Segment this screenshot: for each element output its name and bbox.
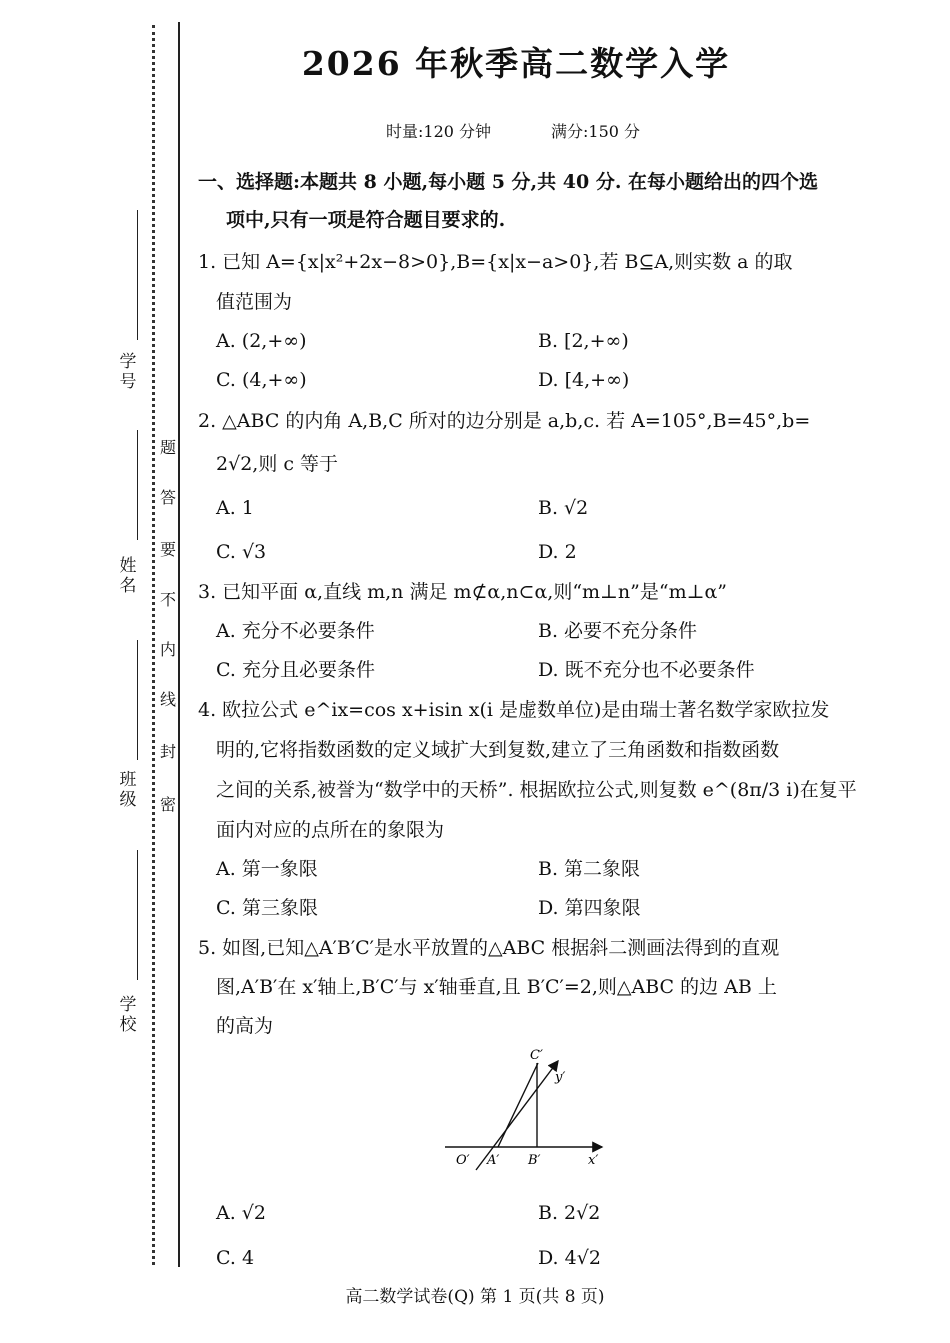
q5-stem-l3: 的高为 — [216, 1015, 274, 1037]
page-footer: 高二数学试卷(Q) 第 1 页(共 8 页) — [345, 1287, 605, 1307]
margin-rule — [178, 22, 180, 1267]
q1-option-c: C. (4,+∞) — [216, 369, 307, 391]
q3-stem: 3. 已知平面 α,直线 m,n 满足 m⊄α,n⊂α,则“m⊥n”是“m⊥α” — [198, 581, 728, 603]
q4-stem-l3: 之间的关系,被誉为“数学中的天桥”. 根据欧拉公式,则复数 e^(8π/3 i)在复平 — [216, 779, 857, 801]
name-line — [137, 430, 138, 540]
q3-option-d: D. 既不充分也不必要条件 — [538, 659, 755, 681]
school-label: 学 校 — [119, 995, 137, 1035]
q1-option-a: A. (2,+∞) — [216, 330, 307, 352]
q4-option-d: D. 第四象限 — [538, 897, 641, 919]
q2-option-d: D. 2 — [538, 541, 577, 563]
q4-option-b: B. 第二象限 — [538, 858, 641, 880]
q5-option-c: C. 4 — [216, 1247, 255, 1269]
name-label: 姓 名 — [119, 556, 137, 596]
binding-sidebar — [0, 0, 180, 1343]
q2-option-b: B. √2 — [538, 497, 589, 519]
q1-stem: 1. 已知 A={x|x²+2x−8>0},B={x|x−a>0},若 B⊆A,则实数 a 的取 — [198, 251, 793, 273]
seal-char: 不 — [159, 590, 176, 609]
q5-option-d: D. 4√2 — [538, 1247, 601, 1269]
seal-char: 封 — [159, 742, 176, 761]
time-limit: 时量:120 分钟 — [386, 122, 492, 141]
q5-option-a: A. √2 — [216, 1202, 266, 1224]
q2-option-c: C. √3 — [216, 541, 267, 563]
school-line — [137, 850, 138, 980]
q4-stem: 4. 欧拉公式 e^ix=cos x+isin x(i 是虚数单位)是由瑞士著名数学家欧拉发 — [198, 699, 830, 721]
q4-option-c: C. 第三象限 — [216, 897, 318, 919]
q5-stem: 5. 如图,已知△A′B′C′是水平放置的△ABC 根据斜二测画法得到的直观 — [198, 937, 780, 959]
q2-option-a: A. 1 — [216, 497, 254, 519]
label-o: O′ — [456, 1153, 470, 1168]
student-id-label: 学 号 — [119, 352, 137, 392]
full-score: 满分:150 分 — [551, 122, 641, 141]
q5-stem-l2: 图,A′B′在 x′轴上,B′C′与 x′轴垂直,且 B′C′=2,则△ABC 的边 AB 上 — [216, 976, 777, 998]
label-a: A′ — [487, 1153, 500, 1168]
class-label: 班 级 — [119, 770, 137, 810]
q4-stem-l4: 面内对应的点所在的象限为 — [216, 819, 445, 841]
q4-stem-l2: 明的,它将指数函数的定义域扩大到复数,建立了三角函数和指数函数 — [216, 739, 780, 761]
q1-option-b: B. [2,+∞) — [538, 330, 629, 352]
oblique-projection-figure — [440, 1045, 620, 1175]
label-x: x′ — [588, 1153, 599, 1168]
seal-char: 密 — [159, 795, 176, 814]
seal-char: 线 — [159, 690, 176, 709]
class-line — [137, 640, 138, 760]
segment-a-c — [498, 1063, 538, 1147]
q4-option-a: A. 第一象限 — [216, 858, 318, 880]
page-title: 2026 年秋季高二数学入学 — [301, 44, 731, 83]
label-y: y′ — [555, 1070, 566, 1085]
q2-stem: 2. △ABC 的内角 A,B,C 所对的边分别是 a,b,c. 若 A=105°,B=45°,b= — [198, 410, 811, 432]
q1-option-d: D. [4,+∞) — [538, 369, 630, 391]
q5-option-b: B. 2√2 — [538, 1202, 601, 1224]
q3-option-c: C. 充分且必要条件 — [216, 659, 375, 681]
q3-option-a: A. 充分不必要条件 — [216, 620, 375, 642]
q2-stem-cont: 2√2,则 c 等于 — [216, 453, 339, 475]
section-heading: 一、选择题:本题共 8 小题,每小题 5 分,共 40 分. 在每小题给出的四个选 — [198, 171, 819, 193]
student-id-line — [137, 210, 138, 340]
seal-char: 答 — [159, 488, 176, 507]
seal-char: 内 — [159, 640, 176, 659]
label-c: C′ — [530, 1048, 543, 1063]
seal-char: 题 — [159, 438, 176, 457]
label-b: B′ — [528, 1153, 541, 1168]
q1-stem-cont: 值范围为 — [216, 291, 293, 313]
section-heading-cont: 项中,只有一项是符合题目要求的. — [226, 209, 506, 231]
dotted-cut-line — [152, 25, 155, 1265]
q3-option-b: B. 必要不充分条件 — [538, 620, 698, 642]
seal-char: 要 — [159, 540, 176, 559]
